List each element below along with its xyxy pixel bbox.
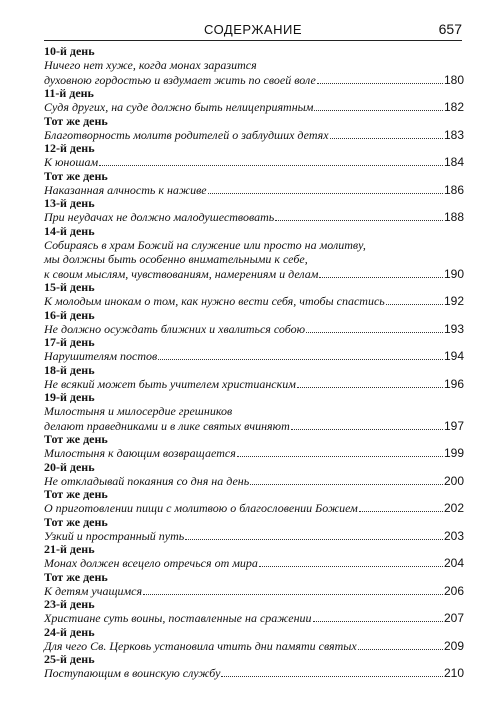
- toc-entry-line: [44, 556, 464, 571]
- toc-entry: [44, 309, 464, 337]
- toc-entry: [44, 281, 464, 309]
- toc-entry-title: Узкий и пространный путь: [44, 528, 185, 543]
- toc-entry-title: Милостыня к дающим возвращается: [44, 446, 236, 460]
- dot-leader: [185, 529, 443, 540]
- toc-entry-page: 210: [443, 666, 464, 680]
- toc-entry-page: 206: [443, 583, 464, 598]
- dot-leader: [359, 501, 443, 512]
- toc-entry-page: 202: [443, 501, 464, 515]
- toc-entry-title: Судя других, на суде должно быть нелицеприятным: [44, 100, 314, 114]
- dot-leader: [330, 128, 443, 139]
- toc-entry-day: Тот же день: [44, 569, 108, 584]
- toc-entry-line: [44, 238, 464, 253]
- toc-entry: [44, 197, 464, 225]
- toc-entry-line: [44, 666, 464, 681]
- toc-entry: [44, 516, 464, 544]
- toc-entry-line: [44, 294, 464, 309]
- dot-leader: [259, 556, 443, 567]
- toc-entry-line: [44, 377, 464, 392]
- toc-entry-line: [44, 322, 464, 337]
- toc-entry-page: 200: [443, 473, 464, 488]
- toc-entry-title: делают праведниками и в лике святых вчиняют: [44, 418, 290, 433]
- dot-leader: [158, 349, 443, 360]
- toc-entry-title: Не должно осуждать ближних и хвалиться собою: [44, 321, 306, 336]
- toc-entry-day: 21-й день: [44, 542, 95, 556]
- toc-entry-line: [44, 404, 464, 419]
- toc-entry-title: духовною гордостью и вздумает жить по своей воле: [44, 72, 316, 87]
- dot-leader: [291, 419, 443, 430]
- page-title: СОДЕРЖАНИЕ: [203, 22, 302, 37]
- toc-entry: [44, 571, 464, 599]
- dot-leader: [237, 446, 443, 457]
- toc-entry: [44, 653, 464, 681]
- toc-entry-title: Для чего Св. Церковь установила чтить дни памяти святых: [44, 638, 357, 653]
- toc-entry-line: [44, 474, 464, 489]
- toc-entry-day: Тот же день: [44, 168, 108, 183]
- toc-entry: [44, 225, 464, 282]
- toc-entry-page: 196: [443, 376, 464, 391]
- toc-entry-line: [44, 639, 464, 654]
- toc-entry-day: Тот же день: [44, 432, 108, 446]
- dot-leader: [313, 611, 443, 622]
- toc-entry-day: 20-й день: [44, 459, 95, 474]
- toc-entry: [44, 87, 464, 115]
- toc-entry-title: Благотворность молитв родителей о заблудших детях: [44, 127, 329, 142]
- toc-entry-day: 10-й день: [44, 44, 95, 58]
- toc-entry: [44, 626, 464, 654]
- dot-leader: [314, 100, 443, 111]
- toc-entry-page: 192: [443, 294, 464, 308]
- toc-entry-day: 23-й день: [44, 597, 95, 611]
- dot-leader: [275, 210, 443, 221]
- dot-leader: [358, 639, 443, 650]
- toc-entry-page: 207: [443, 611, 464, 625]
- toc-entry-page: 203: [443, 528, 464, 543]
- toc-entry-page: 197: [443, 418, 464, 433]
- toc-entry-day: 15-й день: [44, 280, 95, 294]
- toc-entry-line: [44, 584, 464, 599]
- dot-leader: [250, 474, 443, 485]
- toc-entry-title: Наказанная алчность к наживе: [44, 182, 207, 197]
- toc-entry-line: [44, 611, 464, 626]
- toc-entry-line: [44, 210, 464, 225]
- toc-entry-title: О приготовлении пищи с молитвою о благословении Божием: [44, 501, 358, 515]
- toc-entry-page: 182: [443, 100, 464, 114]
- toc-entry-page: 188: [443, 210, 464, 224]
- toc-entry-day: 14-й день: [44, 223, 95, 238]
- toc-entry-line: [44, 446, 464, 461]
- toc-entry-title: Монах должен всецело отречься от мира: [44, 556, 258, 570]
- toc-entry-day: 24-й день: [44, 624, 95, 639]
- toc-entry-title: к своим мыслям, чувствованиям, намерениям и делам: [44, 266, 319, 281]
- toc-entry-page: 209: [443, 638, 464, 653]
- toc-entry-title: Нарушителям постов: [44, 349, 158, 363]
- dot-leader: [306, 322, 443, 333]
- toc-entry-title: Поступающим в воинскую службу: [44, 666, 221, 680]
- toc-entry-day: Тот же день: [44, 487, 108, 501]
- toc-entry-line: [44, 349, 464, 364]
- dot-leader: [317, 73, 443, 84]
- toc-entry-page: 193: [443, 321, 464, 336]
- toc-entry-day: 17-й день: [44, 335, 95, 349]
- toc-entry-day: 19-й день: [44, 390, 95, 404]
- toc-entry-line: [44, 267, 464, 282]
- page-number: 657: [438, 21, 462, 37]
- toc-entry-title: К детям учащимся: [44, 583, 143, 598]
- dot-leader: [143, 584, 443, 595]
- toc-entry-page: 184: [443, 155, 464, 169]
- toc-entry-title: Не всякий может быть учителем христианским: [44, 376, 296, 391]
- toc-entry-title: Христиане суть воины, поставленные на сражении: [44, 611, 312, 625]
- toc-entry-title: Ничего нет хуже, когда монах заразится: [44, 58, 257, 72]
- toc-entry-page: 204: [443, 556, 464, 570]
- toc-entry: [44, 336, 464, 364]
- toc-entry-title: мы должны быть особенно внимательными к себе,: [44, 252, 308, 266]
- toc-entry-line: [44, 73, 464, 88]
- toc-entry-page: 186: [443, 182, 464, 197]
- dot-leader: [221, 666, 443, 677]
- toc-entry-line: [44, 529, 464, 544]
- toc-entry-page: 190: [443, 266, 464, 281]
- toc-entry-day: 11-й день: [44, 86, 94, 100]
- toc-entry-title: Собираясь в храм Божий на служение или просто на молитву,: [44, 237, 366, 252]
- toc-entry-day: 12-й день: [44, 141, 95, 155]
- dot-leader: [99, 155, 443, 166]
- toc-entry-title: Не откладывай покаяния со дня на день: [44, 473, 250, 488]
- toc-entry-title: К юношам: [44, 155, 99, 169]
- toc-entry-page: 194: [443, 349, 464, 363]
- toc-entry-page: 183: [443, 127, 464, 142]
- toc-entry: [44, 461, 464, 489]
- toc-entry: [44, 45, 464, 87]
- toc-entry: [44, 391, 464, 433]
- toc-entry-title: Милостыня и милосердие грешников: [44, 404, 233, 418]
- toc-entry-line: [44, 501, 464, 516]
- toc-entry-title: При неудачах не должно малодушествовать: [44, 210, 275, 224]
- toc-entry-line: [44, 419, 464, 434]
- toc-entry-day: 13-й день: [44, 196, 95, 210]
- toc-entry: [44, 488, 464, 516]
- toc-entry-line: [44, 183, 464, 198]
- toc-entry-line: [44, 155, 464, 170]
- toc-entry-day: 16-й день: [44, 307, 95, 322]
- running-header: [44, 20, 462, 41]
- toc-entry: [44, 543, 464, 571]
- toc-entry: [44, 142, 464, 170]
- toc-entry-day: 25-й день: [44, 652, 95, 666]
- toc-entry-day: Тот же день: [44, 514, 108, 529]
- toc-entry-line: [44, 58, 464, 73]
- toc-entry: [44, 170, 464, 198]
- toc-entry: [44, 598, 464, 626]
- toc-entry-line: [44, 252, 464, 267]
- dot-leader: [386, 294, 443, 305]
- toc-entry-day: Тот же день: [44, 113, 108, 128]
- table-of-contents: [44, 45, 464, 681]
- dot-leader: [297, 377, 443, 388]
- toc-entry-line: [44, 128, 464, 143]
- toc-entry: [44, 433, 464, 461]
- toc-entry-page: 199: [443, 446, 464, 460]
- toc-entry-day: 18-й день: [44, 362, 95, 377]
- dot-leader: [208, 183, 443, 194]
- toc-entry-line: [44, 100, 464, 115]
- toc-entry-title: К молодым инокам о том, как нужно вести себя, чтобы спастись: [44, 294, 385, 308]
- toc-entry-page: 180: [443, 72, 464, 87]
- toc-entry: [44, 115, 464, 143]
- toc-entry: [44, 364, 464, 392]
- dot-leader: [319, 267, 443, 278]
